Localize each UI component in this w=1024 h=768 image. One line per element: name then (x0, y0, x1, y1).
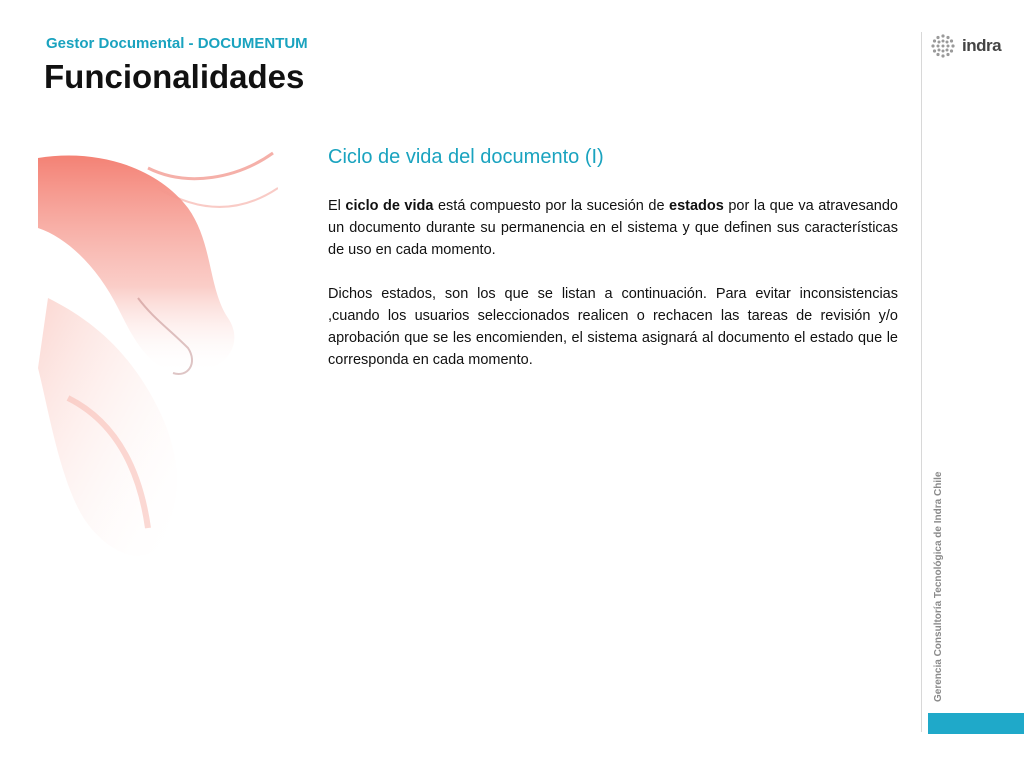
vertical-divider (921, 32, 922, 732)
paragraph-1-text-3: por la que va atravesando un documento durante su permanencia en el sistema y que definen sus características de uso en cada momento. (328, 198, 899, 258)
sidebar-vertical-text: Gerencia Consultoría Tecnológica de Indra Chile (933, 471, 944, 702)
paragraph-1-bold-1: ciclo de vida (345, 198, 434, 214)
indra-dots-icon (930, 33, 956, 59)
paragraph-1-bold-2: estados (669, 198, 724, 214)
paragraph-1-text-2: está compuesto por la sucesión de (433, 198, 670, 214)
slide-title: Funcionalidades (44, 58, 305, 95)
content-area (328, 146, 898, 393)
paragraph-1 (328, 195, 898, 261)
accent-bar (928, 713, 1024, 734)
indra-logo (930, 32, 1020, 60)
paragraph-1-text-1: El (328, 198, 346, 214)
paragraph-2: Dichos estados, son los que se listan a continuación. Para evitar inconsistencias ,cuando los usuarios seleccionados realicen o rechacen las tareas de revisión y/o aprobación que se les encomienden, el sistema asignará al documento el estado que le corresponda en cada momento. (328, 286, 898, 368)
section-title: Ciclo de vida del documento (I) (328, 146, 604, 168)
slide-subtitle: Gestor Documental - DOCUMENTUM (46, 35, 308, 52)
logo-text: indra (962, 36, 1002, 55)
smoke-illustration (38, 148, 278, 568)
